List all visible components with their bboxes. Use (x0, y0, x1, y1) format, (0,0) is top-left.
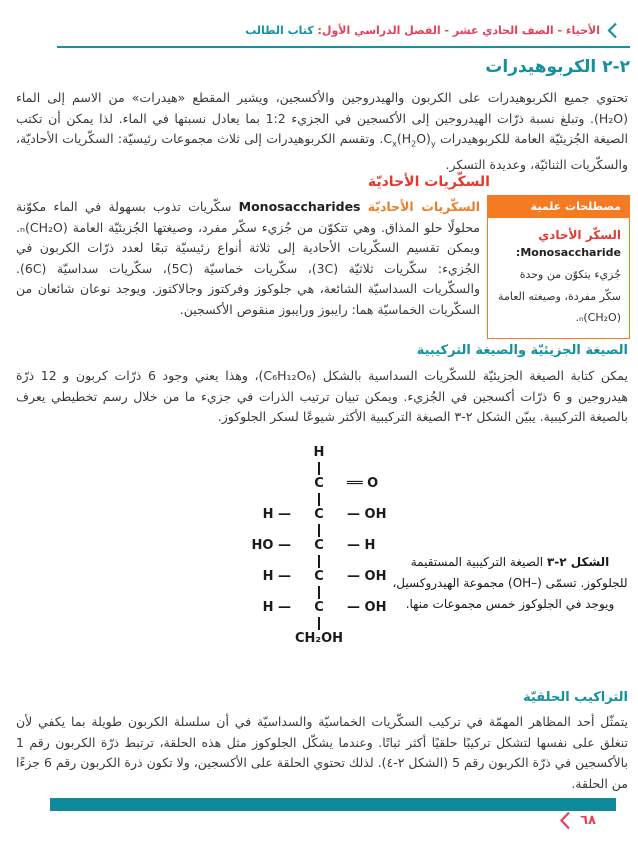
monosaccharides-text: سكّريات تذوب بسهولة في الماء مكوّنة محلولًا حلو المذاق. وهي تتكوّن من جُزيء سكّر مفرد، وصيغتها الجُزيئيّة العامة (CH₂O)ₙ. ويمكن تقسيم السكّريات الأحادية إلى ثلاثة أنواع رئيسيّة تبعًا لعدد ذرّات الكربون في الجُزيء: سكّريات ثلاثيّة (3C)، سكّريات خماسيّة (5C)، سكّريات سداسيّة (6C). والسكّريات السداسيّة الشائعة، هي جلوكوز وفركتوز وجالاكتوز. ويوجد نوعان شائعان من السكّريات الخماسيّة هما: رايبوز ورايبوز منقوص الأكسجين. (16, 199, 480, 317)
subsection-heading-formulas: الصيغة الجزيئيّة والصيغة التركيبية (416, 343, 628, 358)
glossary-term-en: Monosaccharide: (515, 246, 621, 259)
page-footer (559, 811, 596, 830)
glucose-structure-diagram (233, 444, 405, 647)
bond-vertical (233, 523, 405, 537)
footer-bar (50, 798, 616, 811)
inline-term-arabic: السكّريات الأحاديّة (367, 199, 480, 214)
intro-paragraph (16, 88, 628, 176)
formulas-paragraph: يمكن كتابة الصيغة الجزيئيّة للسكّريات السداسية بالشكل (C₆H₁₂O₆)، وهذا يعني وجود 6 ذرّات كربون و 12 ذرّة هيدروجين و 6 ذرّات أكسجين في الجُزيء. ويمكن تبيان ترتيب الذرات في جزيء ما من خلال رسم تخطيطي يعرف بالصيغة التركيبية. يبيّن الشكل ٢-٣ الصيغة التركيبية الأكثر شيوعًا لسكر الجلوكوز. (16, 368, 628, 424)
inline-term-english: Monosaccharides (238, 199, 361, 214)
course-label: الأحياء - الصف الحادي عشر - الفصل الدراسي الأول: (317, 24, 600, 37)
glossary-term: السكّر الأحادي (538, 228, 621, 242)
general-formula: $C_x(H_2O)_y$ (383, 131, 436, 149)
chevron-left-icon (559, 811, 571, 830)
structure-row: HO — C — H (251, 538, 376, 553)
structure-row: H — C — OH (262, 507, 387, 522)
bond-vertical (233, 585, 405, 599)
glossary-definition: جُزيء يتكوّن من وحدة سكّر مفردة، وصيغته العامة (CH₂O)ₙ. (498, 268, 621, 324)
page-header (245, 22, 618, 39)
structure-row: H — C — OH (262, 600, 387, 615)
glossary-box (487, 195, 630, 339)
header-rule (57, 46, 630, 48)
bond-vertical (233, 554, 405, 568)
bond-vertical (233, 616, 405, 630)
structure-row: H — C — OH (262, 569, 387, 584)
rings-paragraph: يتمثّل أحد المظاهر المهمّة في تركيب السكّريات الخماسيّة والسداسيّة في أن سلسلة الكربون طويلة بما يكفي لأن تنغلق على نفسها لتشكل تركيبًا حلقيًا أكثر ثباتًا. وعندما يشكّل الجلوكوز مثل هذه الحلقة، ترتبط ذرّة الكربون رقم 1 بالأكسجين في ذرّة الكربون رقم 5 (الشكل ٢-٤). لذلك تحتوي الحلقة على الأكسجين، ولا تكون ذرة الكربون رقم 6 جزءًا من الحلقة. (16, 714, 628, 791)
glossary-header: مصطلحات علمية (488, 196, 629, 218)
chevron-left-icon (607, 22, 618, 39)
structure-row: CH₂OH (294, 631, 344, 646)
header-text (245, 24, 600, 37)
bond-vertical (233, 492, 405, 506)
bond-vertical (233, 461, 405, 475)
book-label: كتاب الطالب (245, 24, 314, 37)
figure-caption: الشكل ٢-٣ الصيغة التركيبية المستقيمة للجلوكوز. تسمّى (OH–) مجموعة الهيدروكسيل، ويوجد في الجلوكوز خمس مجموعات منها. (392, 555, 628, 611)
structure-row: C ══ O (314, 476, 379, 491)
page-number: ٦٨ (580, 813, 596, 828)
figure-label: الشكل ٢-٣ (546, 555, 610, 569)
intro-text-1: تحتوي جميع الكربوهيدرات على الكربون والهيدروجين والأكسجين، ويشير المقطع «هيدرات» من الاسم إلى الماء (H₂O). وتبلغ نسبة ذرّات الهيدروجين إلى الأكسجين في الجزيء 1:2 بما يعادل نسبتها في الماء. لذا يمكن أن تكتب الصيغة الجُزيئيّة العامة للكربوهيدرات (16, 90, 628, 146)
glossary-body (488, 218, 629, 338)
structure-row: H (313, 445, 325, 460)
intro-text-2: . وتقسم الكربوهيدرات إلى ثلاث مجموعات رئيسيّة: السكّريات الأحاديّة، والسكّريات الثنائيّة، وعديدة التسكر. (16, 131, 628, 172)
page-title: ٢-٢ الكربوهيدرات (485, 57, 630, 77)
subsection-heading-rings: التراكيب الحلقيّة (523, 690, 628, 705)
monosaccharides-paragraph (16, 197, 480, 320)
section-heading-monosaccharides: السكّريات الأحاديّة (367, 174, 490, 190)
hydroxyl-formula: (OH–) (508, 576, 542, 590)
